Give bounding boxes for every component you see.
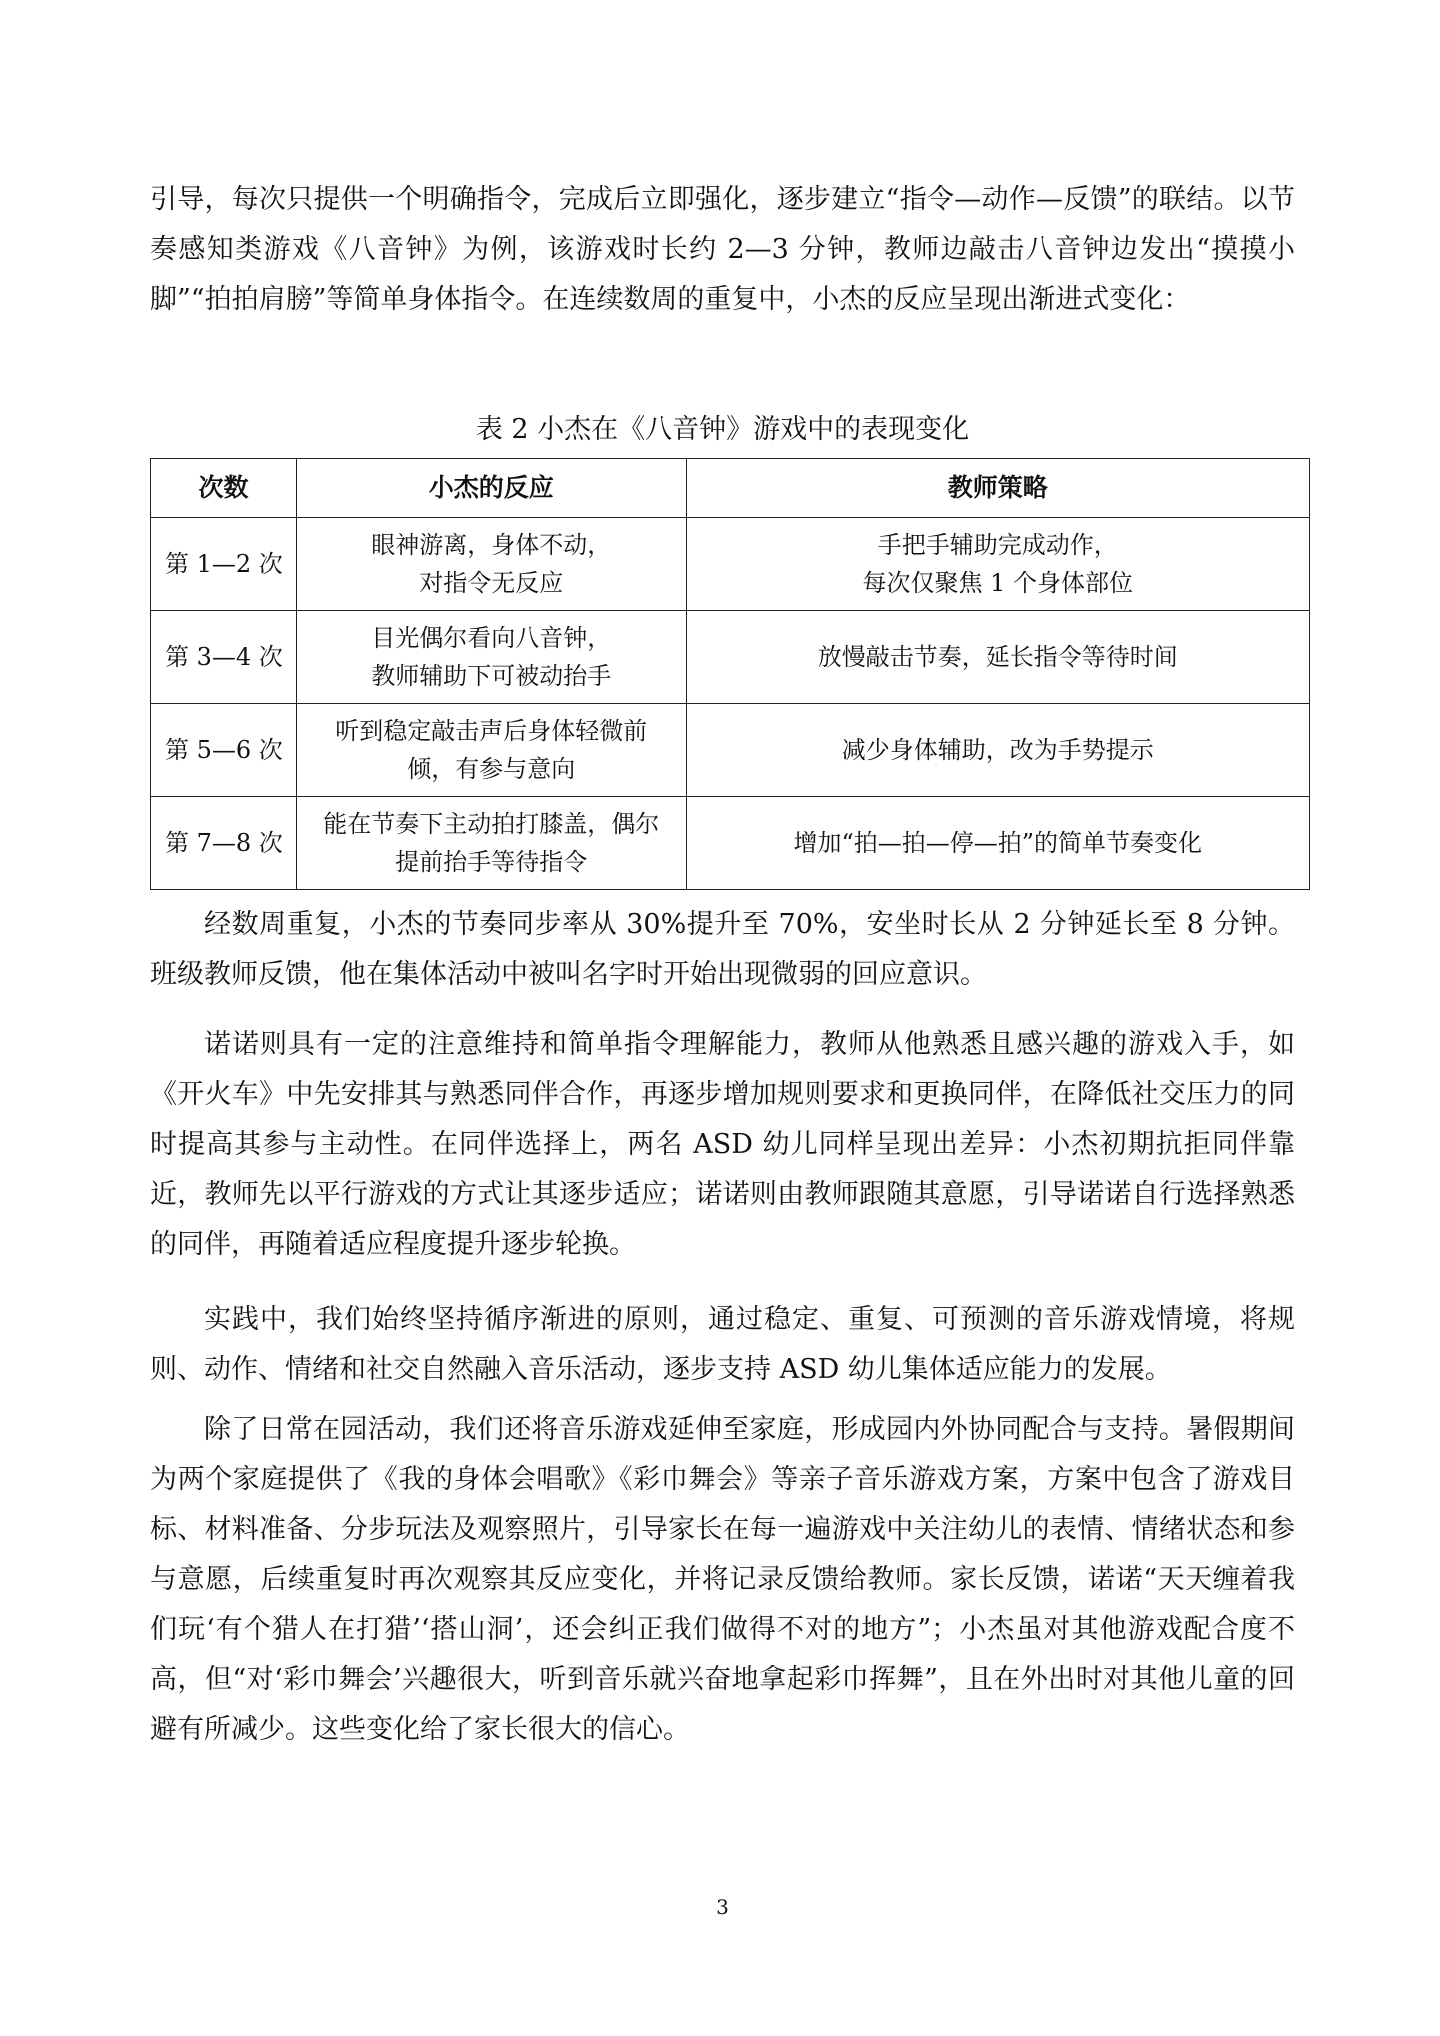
paragraph-family: 除了日常在园活动，我们还将音乐游戏延伸至家庭，形成园内外协同配合与支持。暑假期间为两个家庭提供了《我的身体会唱歌》《彩巾舞会》等亲子音乐游戏方案，方案中包含了游戏目标、材料准备、分步玩法及观察照片，引导家长在每一遍游戏中关注幼儿的表情、情绪状态和参与意愿，后续重复时再次观察其反应变化，并将记录反馈给教师。家长反馈，诺诺“天天缠着我们玩‘有个猎人在打猎’‘搭山洞’，还会纠正我们做得不对的地方”；小杰虽对其他游戏配合度不高，但“对‘彩巾舞会’兴趣很大，听到音乐就兴奋地拿起彩巾挥舞”，且在外出时对其他儿童的回避有所减少。这些变化给了家长很大的信心。 [150,1414,1295,1745]
page-number: 3 [716,1895,729,1919]
performance-table [150,458,1310,890]
table-row [151,704,1310,797]
cell-strategy: 手把手辅助完成动作， 每次仅聚焦 1 个身体部位 [686,518,1309,611]
table-header-row [151,459,1310,518]
cell-strategy: 放慢敲击节奏，延长指令等待时间 [686,611,1309,704]
cell-count: 第 3—4 次 [151,611,297,704]
cell-count: 第 5—6 次 [151,704,297,797]
table-row [151,518,1310,611]
header-strategy: 教师策略 [686,459,1309,518]
header-reaction: 小杰的反应 [296,459,686,518]
table-row [151,797,1310,890]
cell-reaction: 能在节奏下主动拍打膝盖，偶尔 提前抬手等待指令 [296,797,686,890]
table-row [151,611,1310,704]
cell-count: 第 1—2 次 [151,518,297,611]
cell-reaction: 眼神游离，身体不动， 对指令无反应 [296,518,686,611]
table-caption: 表 2 小杰在《八音钟》游戏中的表现变化 [475,414,970,445]
cell-strategy: 减少身体辅助，改为手势提示 [686,704,1309,797]
cell-count: 第 7—8 次 [151,797,297,890]
header-count: 次数 [151,459,297,518]
paragraph-results: 经数周重复，小杰的节奏同步率从 30%提升至 70%，安坐时长从 2 分钟延长至 8 分钟。班级教师反馈，他在集体活动中被叫名字时开始出现微弱的回应意识。 [150,909,1295,990]
paragraph-intro: 引导，每次只提供一个明确指令，完成后立即强化，逐步建立“指令—动作—反馈”的联结。以节奏感知类游戏《八音钟》为例，该游戏时长约 2—3 分钟，教师边敲击八音钟边发出“摸摸小脚”“拍拍肩膀”等简单身体指令。在连续数周的重复中，小杰的反应呈现出渐进式变化： [150,184,1295,315]
document-page [150,0,1295,2036]
cell-strategy: 增加“拍—拍—停—拍”的简单节奏变化 [686,797,1309,890]
cell-reaction: 目光偶尔看向八音钟， 教师辅助下可被动抬手 [296,611,686,704]
paragraph-nuonuo: 诺诺则具有一定的注意维持和简单指令理解能力，教师从他熟悉且感兴趣的游戏入手，如《开火车》中先安排其与熟悉同伴合作，再逐步增加规则要求和更换同伴，在降低社交压力的同时提高其参与主动性。在同伴选择上，两名 ASD 幼儿同样呈现出差异：小杰初期抗拒同伴靠近，教师先以平行游戏的方式让其逐步适应；诺诺则由教师跟随其意愿，引导诺诺自行选择熟悉的同伴，再随着适应程度提升逐步轮换。 [150,1029,1295,1260]
paragraph-practice: 实践中，我们始终坚持循序渐进的原则，通过稳定、重复、可预测的音乐游戏情境，将规则、动作、情绪和社交自然融入音乐活动，逐步支持 ASD 幼儿集体适应能力的发展。 [150,1304,1295,1385]
cell-reaction: 听到稳定敲击声后身体轻微前 倾，有参与意向 [296,704,686,797]
